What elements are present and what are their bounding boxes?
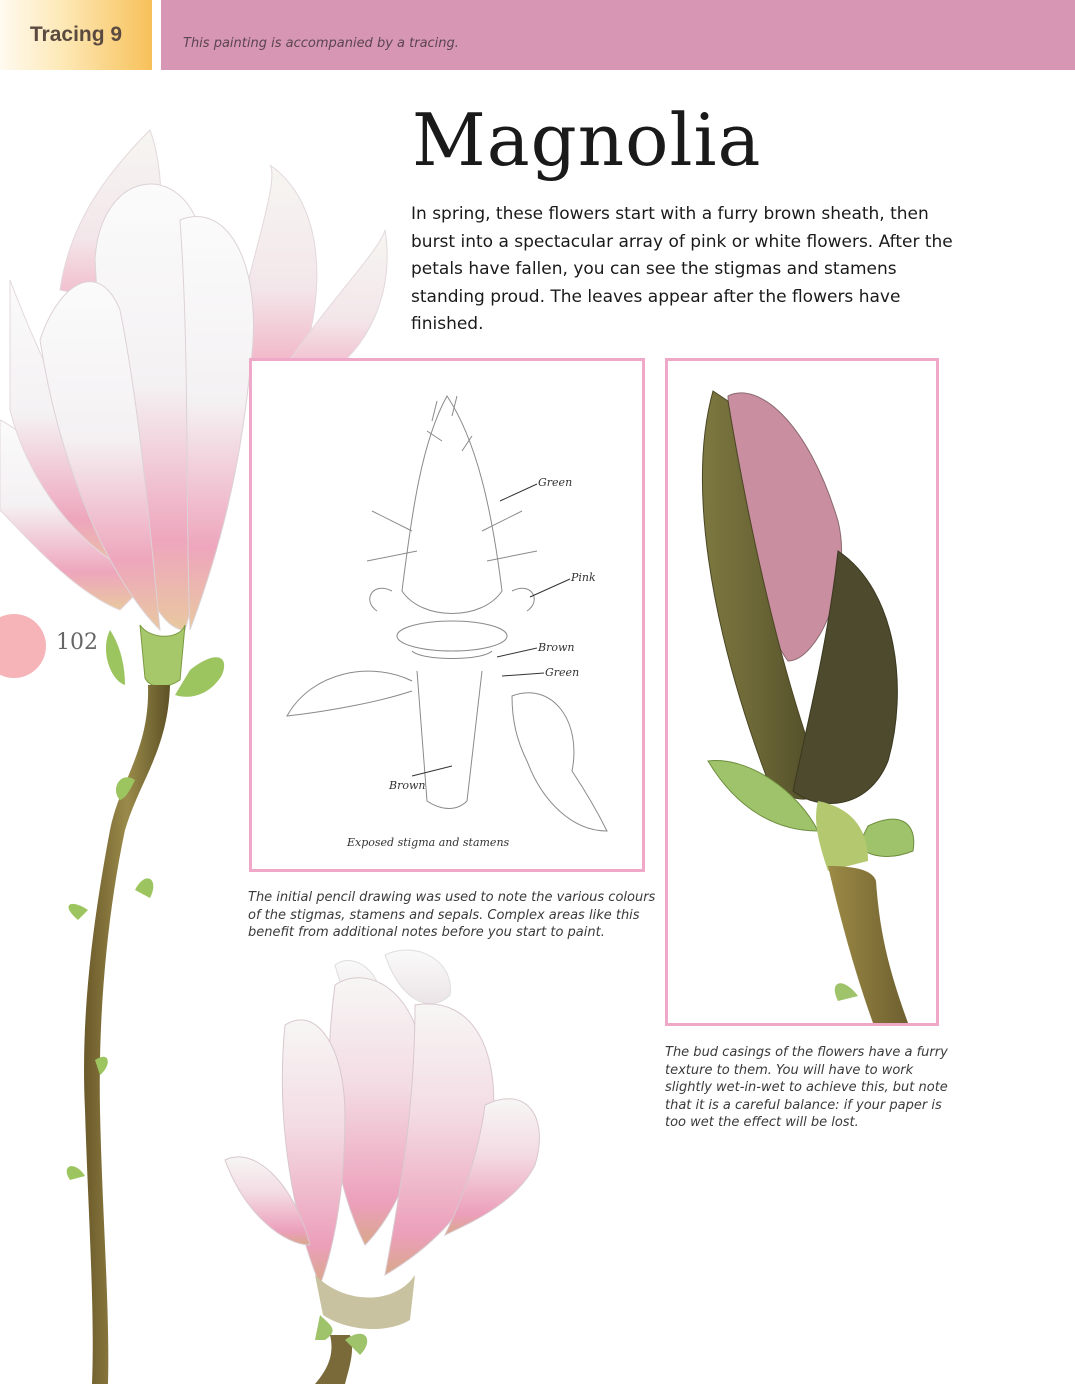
magnolia-flower-painting xyxy=(215,945,555,1384)
sketch-label-brown-2: Brown xyxy=(389,779,426,792)
pencil-sketch-drawing xyxy=(252,361,642,869)
magnolia-bud-painting xyxy=(668,361,936,1023)
tracing-tab-label: Tracing 9 xyxy=(29,23,123,46)
intro-paragraph: In spring, these flowers start with a furry brown sheath, then burst into a spectacular array of pink or white flowers. After the petals have fallen, you can see the stigmas and stamens standing proud. The leaves appear after the flowers have finished. xyxy=(411,204,953,334)
bud-caption: The bud casings of the flowers have a furry texture to them. You will have to work slightly wet-in-wet to achieve this, but note that it is a careful balance: if your paper is too wet the effect will be lost. xyxy=(665,1045,948,1130)
bud-painting-panel xyxy=(665,358,939,1026)
pencil-sketch-panel xyxy=(249,358,645,872)
page-title: Magnolia xyxy=(412,98,762,182)
sketch-label-brown-1: Brown xyxy=(538,641,575,654)
sketch-inline-caption: Exposed stigma and stamens xyxy=(347,836,510,849)
page-number: 102 xyxy=(56,630,98,655)
sketch-label-green-1: Green xyxy=(538,476,573,489)
sketch-label-pink: Pink xyxy=(571,571,596,584)
sketch-label-green-2: Green xyxy=(545,666,580,679)
header-banner xyxy=(161,0,1075,70)
tracing-tab xyxy=(0,0,152,70)
banner-text: This painting is accompanied by a tracing. xyxy=(183,36,459,51)
sketch-caption: The initial pencil drawing was used to note the various colours of the stigmas, stamens and sepals. Complex areas like this benefit from additional notes before you start to paint. xyxy=(248,890,656,940)
